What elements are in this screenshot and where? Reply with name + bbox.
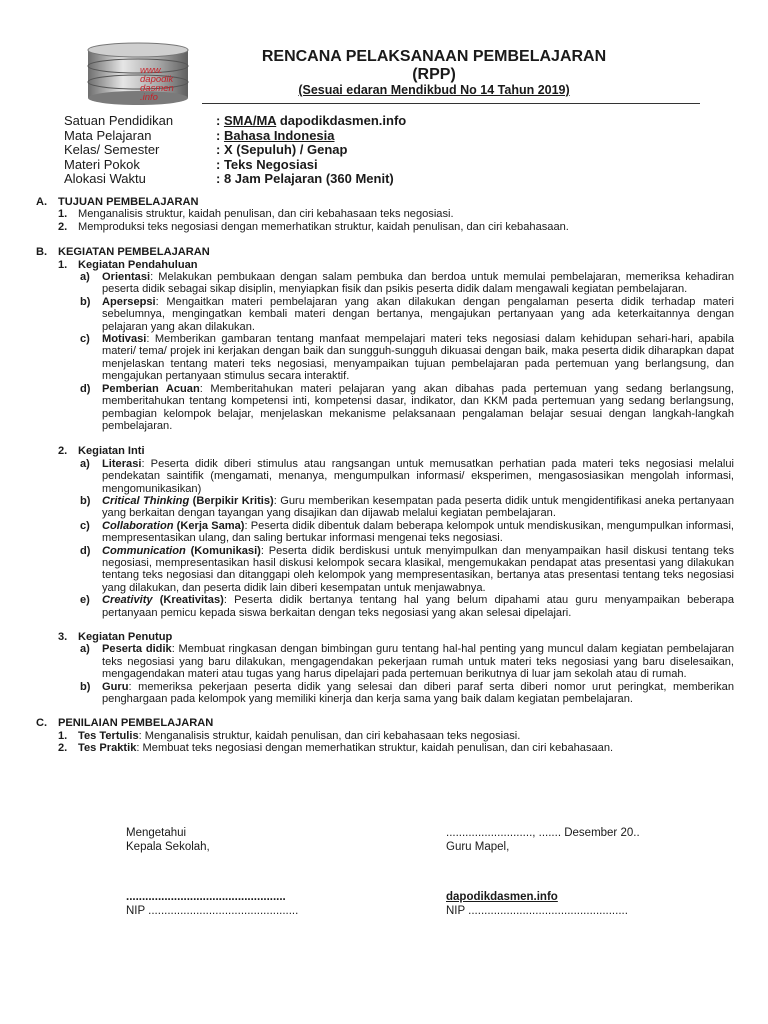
identity-label: Alokasi Waktu	[64, 171, 146, 186]
logo-text	[140, 66, 198, 106]
identity-row	[64, 143, 406, 158]
identity-row	[64, 129, 406, 144]
header-divider	[202, 103, 700, 104]
list-item: d) Pemberian Acuan: Memberitahukan materi pelajaran yang akan dibahas pada pertemuan yang sedang berlangsung, memberitahukan tentang kompetensi inti, kompetensi dasar, indikator, dan KKM pada pertemuan yang sedang berlangsung, pembagian kelompok belajar, menjelaskan mekanisme pelaksanaan pengalaman belajar sesuai dengan langkah-langkah pembelajaran.	[80, 382, 734, 432]
identity-label: Mata Pelajaran	[64, 127, 152, 143]
identity-label: Materi Pokok	[64, 156, 140, 172]
list-item: d) Communication (Komunikasi): Peserta didik berdiskusi untuk menyimpulkan dan menyampaikan hasil diskusi tentang teks negosiasi, mempresentasikan hasil diskusi kelompok secara klasikal, mengemukakan pendapat atas presentasi yang dilakukan tentang teks negosiasi dan ditanggapi oleh kelompok yang mempresentasikan, bertanya atas presentasi tentang teks negosiasi yang dilakukan, dan peserta didik lain diberi kesempatan untuk menjawabnya.	[80, 544, 734, 594]
list-item: b) Apersepsi: Mengaitkan materi pembelajaran yang akan dilakukan dengan pengalaman peserta didik terhadap materi sebelumnya, mengingatkan kembali materi dengan bertanya, mengajukan pertanyaan yang ada keterkaitannya dengan pelajaran yang akan dilakukan.	[80, 295, 734, 333]
identity-row	[64, 114, 406, 129]
list-item: 1. Menganalisis struktur, kaidah penulisan, dan ciri kebahasaan teks negosiasi.	[58, 208, 454, 221]
logo-line: .info	[140, 92, 158, 103]
list-item: a) Orientasi: Melakukan pembukaan dengan salam pembuka dan berdoa untuk memulai pembelajaran, memeriksa kehadiran peserta didik sebagai sikap disiplin, menyiapkan fisik dan psikis peserta didik dalam mengawali kegiatan pembelajaran.	[80, 271, 734, 296]
identity-value: : SMA/MA dapodikdasmen.info	[216, 113, 407, 128]
logo-line: www.	[140, 65, 163, 76]
list-item: c) Collaboration (Kerja Sama): Peserta didik dibentuk dalam beberapa kelompok untuk mendiskusikan, mengumpulkan informasi, mempresentasikan ulang, dan saling bertukar informasi mengenai teks negosiasi.	[80, 519, 734, 545]
list-item: b) Critical Thinking (Berpikir Kritis): Guru memberikan kesempatan pada peserta didik untuk mengidentifikasi aneka pertanyaan yang berkaitan dengan tayangan yang disajikan dan dijawab melalui kegiatan pembelajaran.	[80, 494, 734, 520]
subsection-heading: 2. Kegiatan Inti	[58, 445, 145, 458]
section-heading: C. PENILAIAN PEMBELAJARAN	[36, 717, 214, 730]
list-item: e) Creativity (Kreativitas): Peserta didik bertanya tentang hal yang belum dipahami atau guru menyampaikan beberapa pertanyaan pemicu kepada siswa berkaitan dengan teks negosiasi yang akan selesai dipelajari.	[80, 594, 735, 619]
logo-line: dapodik	[140, 74, 174, 85]
document-title: RENCANA PELAKSANAAN PEMBELAJARAN	[261, 48, 607, 65]
list-item: a) Peserta didik: Membuat ringkasan dengan bimbingan guru tentang hal-hal penting yang muncul dalam kegiatan pembelajaran teks negosiasi yang baru dilakukan, mengagendakan pekerjaan rumah untuk materi teks negosiasi yang baru diselesaikan, mengagendakan materi atau tugas yang harus dipelajari pada pertemuan berikutnya di luar jam sekolah atau di rumah.	[80, 643, 734, 681]
subsection-heading: 1. Kegiatan Pendahuluan	[58, 258, 198, 271]
document-body	[36, 196, 734, 755]
signature-left-line1: Mengetahui	[126, 827, 187, 839]
identity-table	[64, 114, 406, 187]
list-item: 1. Tes Tertulis: Menganalisis struktur, kaidah penulisan, dan ciri kebahasaan teks negosiasi.	[58, 729, 521, 742]
signature-left-name: ..................................................	[126, 891, 286, 903]
identity-label: Satuan Pendidikan	[64, 113, 174, 128]
signature-left-nip: NIP ...............................................	[126, 905, 299, 917]
document-subtitle: (RPP)	[412, 66, 456, 83]
logo-line: dasmen	[140, 83, 174, 94]
signature-right-line2: Guru Mapel,	[446, 841, 510, 853]
identity-value: : Bahasa Indonesia	[216, 127, 335, 143]
document-note: (Sesuai edaran Mendikbud No 14 Tahun 2019)	[298, 83, 570, 97]
list-item: c) Motivasi: Memberikan gambaran tentang manfaat mempelajari materi teks negosiasi dalam kehidupan sehari-hari, apabila materi/ tema/ projek ini kerjakan dengan baik dan sungguh-sungguh dikuasai dengan baik, maka peserta didik diharapkan dapat menjelaskan tentang materi teks negosiasi, menyampaikan tujuan pembelajaran pada pertemuan yang berlangsung, dan mengajukan pertanyaan stimulus secara interaktif.	[80, 333, 734, 383]
list-item: a) Literasi: Peserta didik diberi stimulus atau rangsangan untuk memusatkan perhatian pada materi teks negosiasi melalui pendekatan saintifik (mengamati, menanya, mengumpulkan informasi/ eksperimen, mengasosiasikan mengolah informasi, mengomunikasikan)	[80, 457, 734, 495]
list-item: 2. Memproduksi teks negosiasi dengan memerhatikan struktur, kaidah penulisan, dan ciri kebahasaan.	[58, 220, 569, 233]
list-item: b) Guru: memeriksa pekerjaan peserta didik yang selesai dan diberi paraf serta diberi nomor urut peringkat, memberikan penghargaan pada kelompok yang memiliki kinerja dan kerja sama yang baik dalam kegiatan pembelajaran.	[80, 680, 734, 706]
signature-right-line1: ..........................., ....... Desember 20..	[446, 827, 640, 839]
identity-value: : 8 Jam Pelajaran (360 Menit)	[216, 171, 394, 186]
identity-label: Kelas/ Semester	[64, 142, 160, 157]
signature-right-name: dapodikdasmen.info	[446, 891, 558, 903]
signature-left-line2: Kepala Sekolah,	[126, 841, 210, 853]
subsection-heading: 3. Kegiatan Penutup	[58, 631, 173, 643]
identity-value: : X (Sepuluh) / Genap	[216, 142, 348, 157]
identity-row	[64, 172, 406, 187]
list-item: 2. Tes Praktik: Membuat teks negosiasi dengan memerhatikan struktur, kaidah penulisan, dan ciri kebahasaan.	[58, 742, 614, 755]
section-heading: B. KEGIATAN PEMBELAJARAN	[36, 246, 210, 259]
identity-row	[64, 158, 406, 173]
identity-value: : Teks Negosiasi	[216, 156, 318, 172]
section-heading: A. TUJUAN PEMBELAJARAN	[36, 196, 199, 208]
signature-right-nip: NIP ..................................................	[446, 905, 628, 917]
